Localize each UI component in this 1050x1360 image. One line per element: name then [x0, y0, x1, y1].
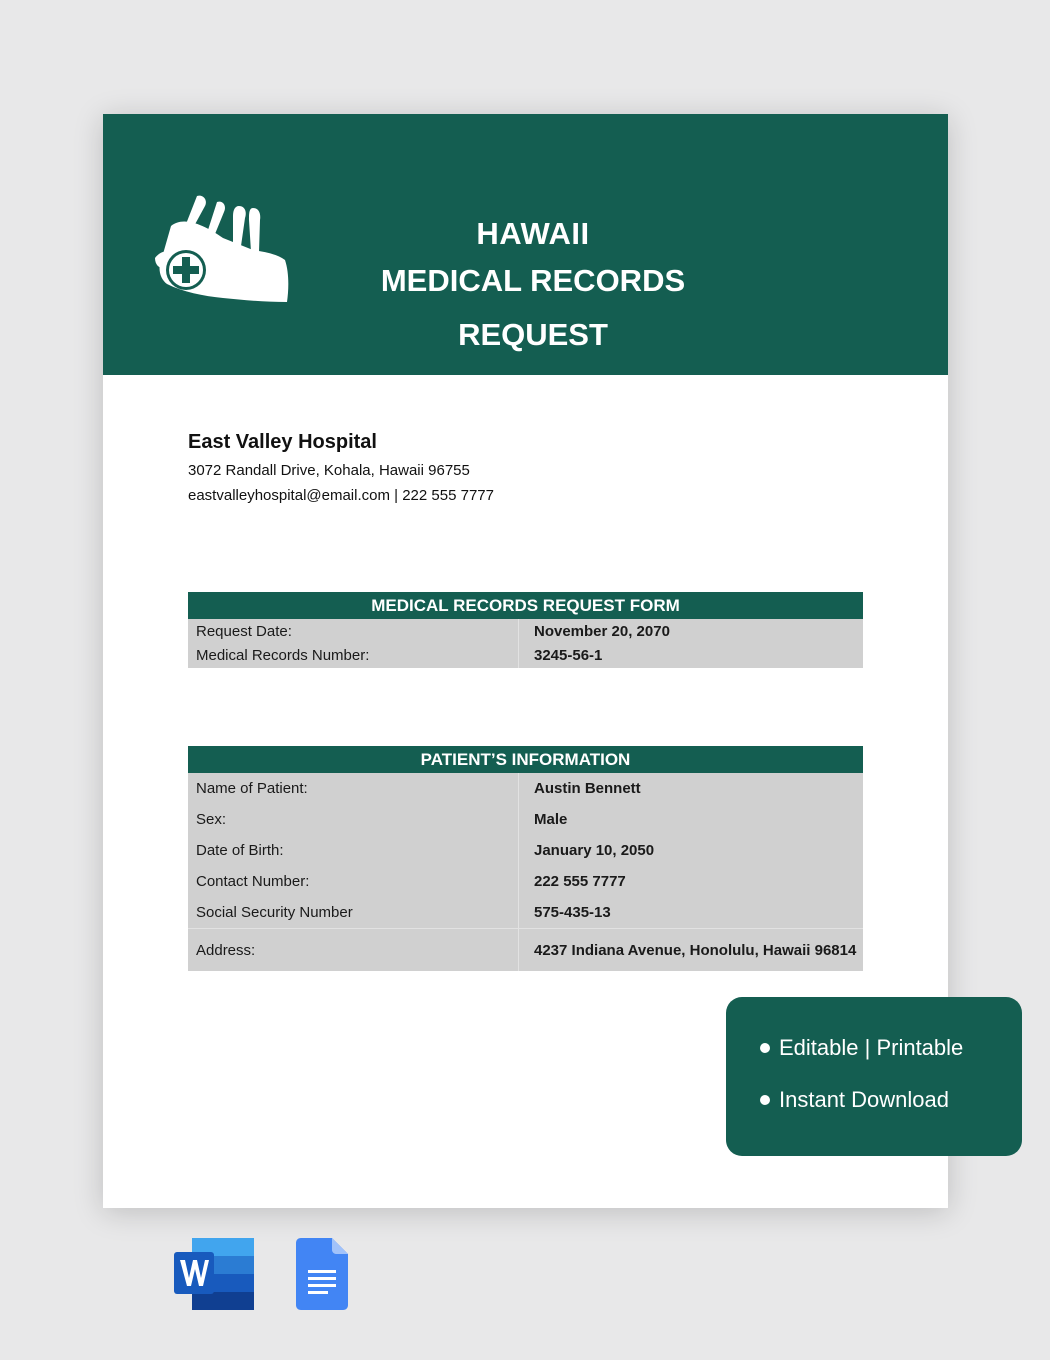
title-main: MEDICAL RECORDS REQUEST — [380, 263, 686, 352]
ssn-label: Social Security Number — [196, 904, 353, 921]
contact-number-value: 222 555 7777 — [518, 866, 863, 897]
document-title — [303, 214, 763, 362]
dob-value: January 10, 2050 — [518, 835, 863, 866]
request-form-table — [188, 592, 863, 668]
hospital-name: East Valley Hospital — [188, 431, 377, 453]
table-row — [188, 897, 863, 928]
patient-info-heading: PATIENT’S INFORMATION — [188, 746, 863, 773]
address-label: Address: — [196, 941, 256, 959]
table-row — [188, 619, 863, 644]
hospital-contact: eastvalleyhospital@email.com | 222 555 7777 — [188, 487, 494, 504]
table-row — [188, 928, 863, 971]
table-row — [188, 644, 863, 669]
table-row — [188, 804, 863, 835]
feature-badge — [726, 997, 1022, 1156]
address-value: 4237 Indiana Avenue, Honolulu, Hawaii 96814 — [518, 929, 863, 971]
records-number-value: 3245-56-1 — [518, 644, 863, 669]
records-number-label: Medical Records Number: — [196, 647, 370, 665]
feature-item — [760, 1035, 963, 1061]
hospital-address: 3072 Randall Drive, Kohala, Hawaii 96755 — [188, 462, 470, 479]
dob-label: Date of Birth: — [196, 842, 284, 859]
title-state: HAWAII — [476, 216, 590, 251]
request-date-label: Request Date: — [196, 622, 292, 640]
feature-item — [760, 1087, 949, 1113]
patient-name-label: Name of Patient: — [196, 780, 308, 797]
request-form-heading: MEDICAL RECORDS REQUEST FORM — [188, 592, 863, 619]
table-row — [188, 835, 863, 866]
hand-medical-icon — [153, 194, 293, 304]
google-docs-icon[interactable] — [296, 1238, 348, 1310]
table-row — [188, 866, 863, 897]
feature-editable-printable: Editable | Printable — [779, 1035, 964, 1060]
header-banner — [103, 114, 948, 375]
ssn-value: 575-435-13 — [518, 897, 863, 928]
patient-name-value: Austin Bennett — [518, 773, 863, 804]
sex-label: Sex: — [196, 811, 227, 828]
feature-instant-download: Instant Download — [779, 1087, 949, 1112]
contact-number-label: Contact Number: — [196, 873, 310, 890]
hospital-info — [188, 428, 494, 508]
patient-info-table — [188, 746, 863, 971]
request-date-value: November 20, 2070 — [518, 619, 863, 644]
bullet-icon — [760, 1095, 770, 1105]
microsoft-word-icon[interactable] — [174, 1238, 254, 1310]
table-row — [188, 773, 863, 804]
sex-value: Male — [518, 804, 863, 835]
bullet-icon — [760, 1043, 770, 1053]
